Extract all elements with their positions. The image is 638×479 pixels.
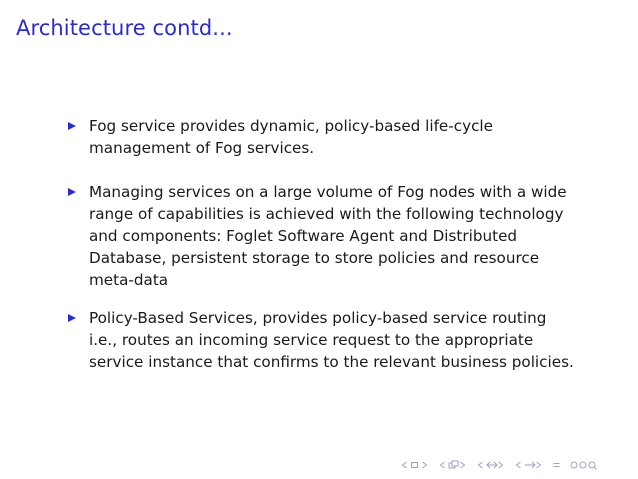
nav-part-icon — [524, 460, 533, 470]
bullet-text-line: and components: Foglet Software Agent and Distributed — [89, 227, 518, 245]
bullet-text-line: range of capabilities is achieved with the following technology — [89, 205, 564, 223]
bullet-text-line: Database, persistent storage to store policies and resource — [89, 249, 540, 267]
bullet-text-line: Managing services on a large volume of Fog nodes with a wide — [89, 183, 567, 201]
nav-search-icon[interactable] — [570, 460, 579, 470]
nav-frame-icon — [410, 460, 419, 470]
nav-frame-group — [400, 460, 429, 470]
nav-part-prev-icon[interactable] — [514, 460, 523, 470]
bullet-text-line: management of Fog services. — [89, 139, 315, 157]
nav-frame-next-icon[interactable] — [420, 460, 429, 470]
nav-align-icon[interactable] — [552, 460, 561, 470]
nav-part-group — [514, 460, 543, 470]
nav-part-next-icon[interactable] — [534, 460, 543, 470]
nav-section-next-icon[interactable] — [496, 460, 505, 470]
nav-frame-prev-icon[interactable] — [400, 460, 409, 470]
bullet-text-line: service instance that confirms to the relevant business policies. — [89, 353, 574, 371]
nav-search-group — [570, 460, 579, 470]
nav-subsection-next-icon[interactable] — [458, 460, 467, 470]
nav-subsection-group — [438, 460, 467, 470]
bullet-text-line: Policy-Based Services, provides policy-based service routing — [89, 309, 547, 327]
nav-section-prev-icon[interactable] — [476, 460, 485, 470]
bullet-text-line: meta-data — [89, 271, 169, 289]
triangle-bullet-icon — [68, 122, 76, 130]
nav-section-group — [476, 460, 505, 470]
nav-subsection-icon — [448, 460, 457, 470]
nav-section-icon — [486, 460, 495, 470]
nav-align-group — [552, 460, 561, 470]
triangle-bullet-icon — [68, 188, 76, 196]
triangle-bullet-icon — [68, 314, 76, 322]
beamer-navigation-bar — [400, 458, 586, 472]
bullet-text-line: Fog service provides dynamic, policy-based life-cycle — [89, 117, 493, 135]
bullet-text-line: i.e., routes an incoming service request to the appropriate — [89, 331, 534, 349]
slide-title: Architecture contd... — [16, 16, 233, 40]
nav-subsection-prev-icon[interactable] — [438, 460, 447, 470]
